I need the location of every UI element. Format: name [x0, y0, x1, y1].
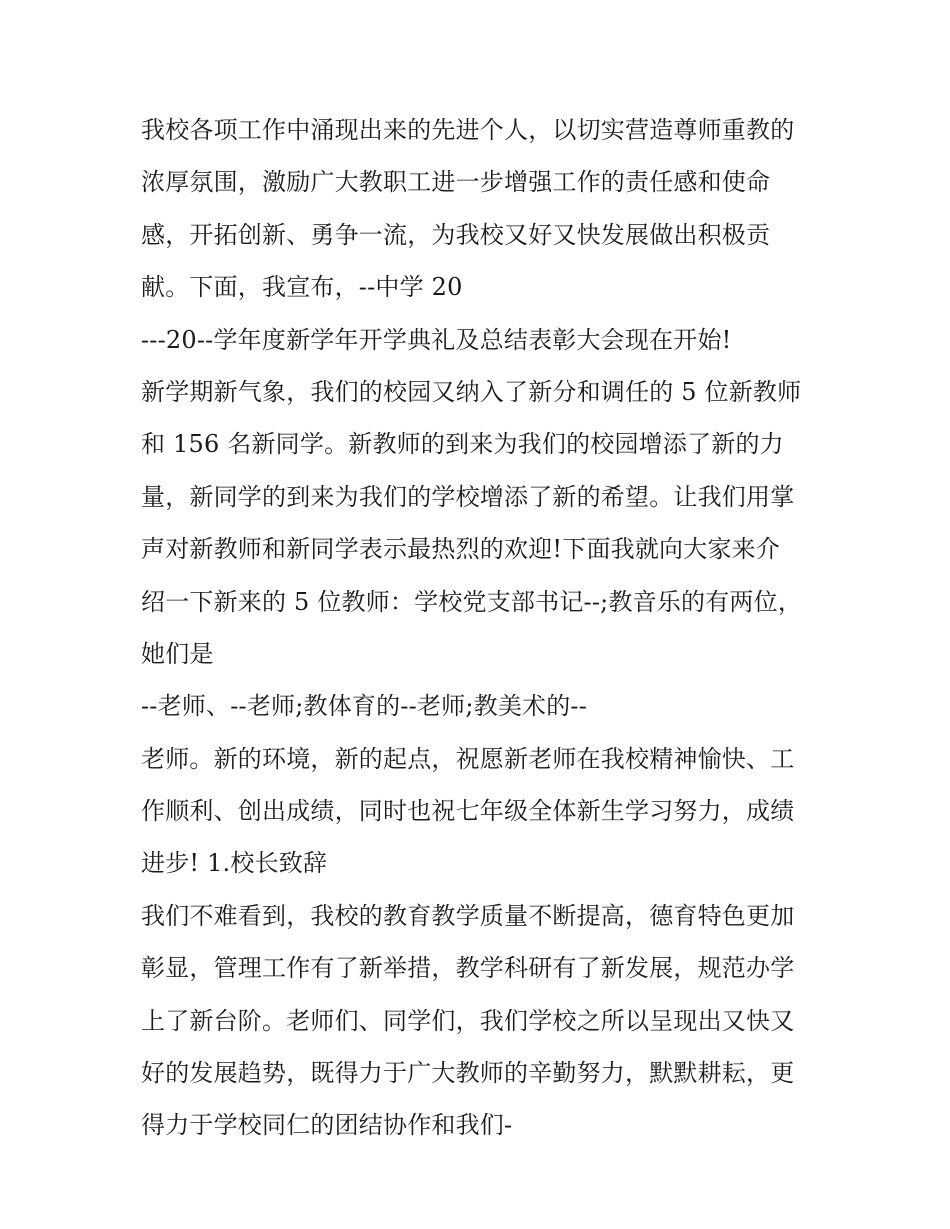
text-line: 我们不难看到，我校的教育教学质量不断提高，德育特色更加: [141, 901, 795, 930]
text-line: 浓厚氛围，激励广大教职工进一步增强工作的责任感和使命: [141, 168, 771, 197]
text-line: 量，新同学的到来为我们的学校增添了新的希望。让我们用掌: [141, 482, 795, 511]
text-line: 彰显，管理工作有了新举措，教学科研有了新发展，规范办学: [141, 954, 795, 983]
text-line: 上了新台阶。老师们、同学们，我们学校之所以呈现出又快又: [141, 1006, 795, 1035]
text-line: 老师。新的环境，新的起点，祝愿新老师在我校精神愉快、工: [141, 744, 795, 773]
text-line: 声对新教师和新同学表示最热烈的欢迎!下面我就向大家来介: [141, 535, 781, 564]
text-line: 新学期新气象，我们的校园又纳入了新分和调任的 5 位新教师: [141, 377, 802, 406]
text-line: 好的发展趋势，既得力于广大教师的辛勤努力，默默耕耘，更: [141, 1059, 795, 1088]
text-line: 她们是: [141, 639, 214, 668]
text-line: 我校各项工作中涌现出来的先进个人，以切实营造尊师重教的: [141, 116, 795, 144]
text-line: ---20--学年度新学年开学典礼及总结表彰大会现在开始!: [141, 325, 732, 354]
text-line: 得力于学校同仁的团结协作和我们-: [141, 1111, 513, 1140]
text-line: 感，开拓创新、勇争一流，为我校又好又快发展做出积极贡: [141, 220, 771, 249]
body-text: [141, 104, 821, 1152]
text-line: 献。下面，我宣布，--中学 20: [141, 273, 463, 302]
text-line: 绍一下新来的 5 位教师：学校党支部书记--;教音乐的有两位，: [141, 587, 803, 616]
text-line: --老师、--老师;教体育的--老师;教美术的--: [141, 692, 588, 721]
text-line: 进步! 1.校长致辞: [141, 849, 328, 878]
text-line: 和 156 名新同学。新教师的到来为我们的校园增添了新的力: [141, 430, 784, 459]
text-line: 作顺利、创出成绩，同时也祝七年级全体新生学习努力，成绩: [141, 797, 795, 826]
